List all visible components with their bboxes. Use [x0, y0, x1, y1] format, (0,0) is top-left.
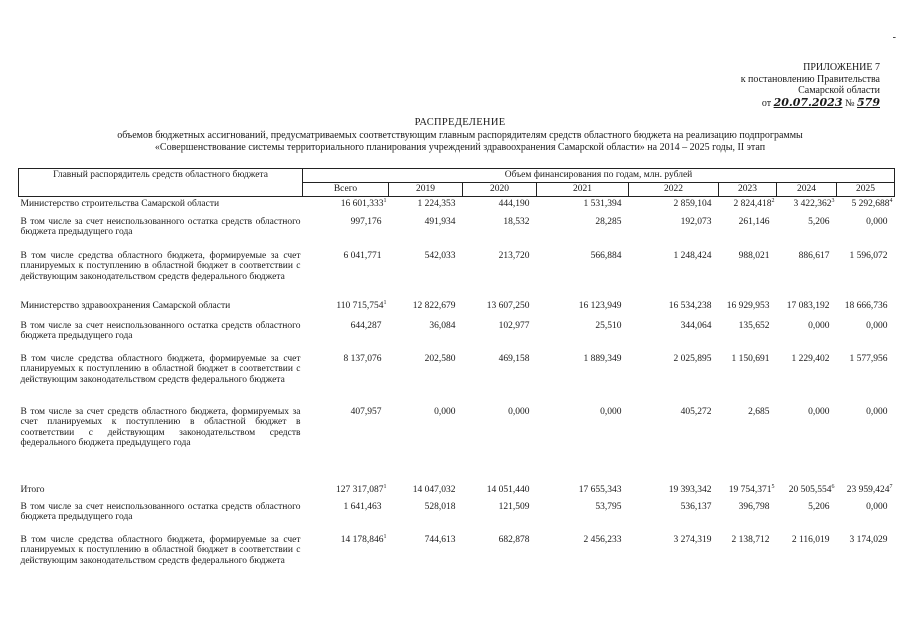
value-cell [719, 533, 777, 583]
row-label: В том числе за счет неиспользованного остатка средств областного бюджета предыдущего года [20, 216, 301, 237]
value-text: 17 655,343 [578, 484, 622, 495]
value-text: 536,137 [680, 501, 712, 512]
document-subtitle-2: «Совершенствование системы территориального планирования учреждений здравоохранения Самарской области» на 2014 – 2025 годы, II этап [154, 142, 766, 153]
value-cell [537, 319, 629, 352]
value-text: 14 051,440 [486, 484, 530, 495]
value-text: 469,158 [498, 353, 530, 364]
value-cell [629, 319, 719, 352]
value-text: 1 531,394 [583, 199, 622, 209]
value-text: 886,617 [798, 250, 830, 261]
value-text: 8 137,076 [343, 353, 382, 364]
value-text: 407,957 [350, 406, 382, 417]
value-text: 19 754,371 [728, 484, 772, 495]
value-cell [303, 197, 389, 215]
value-text: 16 601,333 [340, 199, 384, 209]
value-text: 0,000 [866, 216, 888, 227]
value-text: 1 150,691 [731, 353, 770, 364]
value-text: 3 174,029 [849, 534, 888, 545]
row-label: В том числе за счет неиспользованного остатка средств областного бюджета предыдущего года [20, 501, 301, 522]
value-text: 491,934 [424, 216, 456, 227]
value-cell [389, 299, 463, 319]
value-cell [777, 533, 837, 583]
row-label: В том числе за счет неиспользованного остатка средств областного бюджета предыдущего года [20, 320, 301, 341]
value-cell [629, 249, 719, 299]
value-cell [537, 483, 629, 500]
value-cell [303, 215, 389, 249]
value-cell [629, 405, 719, 483]
value-text: 261,146 [738, 216, 770, 227]
value-text: 1 889,349 [583, 353, 622, 364]
row-label: Итого [20, 484, 45, 495]
value-cell [777, 352, 837, 405]
value-text: 566,884 [590, 250, 622, 261]
value-text: 121,509 [498, 501, 530, 512]
document-title: РАСПРЕДЕЛЕНИЕ [414, 117, 506, 128]
value-cell [719, 299, 777, 319]
value-cell [777, 299, 837, 319]
value-cell [463, 215, 537, 249]
value-text: 28,285 [595, 216, 622, 227]
value-cell [629, 533, 719, 583]
value-text: 14 178,846 [340, 534, 384, 545]
value-cell [537, 405, 629, 483]
value-text: 1 577,956 [849, 353, 888, 364]
table-row [19, 249, 895, 299]
value-text: 5,206 [808, 216, 830, 227]
value-text: 542,033 [424, 250, 456, 261]
value-cell [389, 533, 463, 583]
appendix-resolution: к постановлению Правительства [740, 73, 880, 85]
value-cell [389, 405, 463, 483]
value-text: 16 929,953 [726, 300, 770, 311]
value-cell [719, 483, 777, 500]
footnote-marker: 3 [831, 197, 835, 204]
value-cell [537, 249, 629, 299]
value-text: 1 248,424 [673, 250, 712, 261]
value-cell [629, 500, 719, 533]
value-text: 0,000 [808, 320, 830, 331]
value-cell [463, 533, 537, 583]
value-text: 344,064 [680, 320, 712, 331]
value-cell [303, 500, 389, 533]
value-cell [719, 319, 777, 352]
value-text: 102,977 [498, 320, 530, 331]
table-row [19, 405, 895, 483]
value-text: 23 959,424 [846, 484, 890, 495]
value-text: 36,084 [429, 320, 456, 331]
value-text: 53,795 [595, 501, 622, 512]
value-cell [537, 533, 629, 583]
value-cell [837, 352, 895, 405]
value-cell [719, 249, 777, 299]
value-cell [629, 352, 719, 405]
value-cell [463, 249, 537, 299]
footnote-marker: 6 [831, 483, 835, 490]
footnote-marker: 4 [889, 197, 893, 204]
col-header-2019: 2019 [389, 183, 463, 197]
value-text: 202,580 [424, 353, 456, 364]
appendix-region: Самарской области [798, 85, 880, 96]
value-text: 2 138,712 [731, 534, 770, 545]
table-row [19, 500, 895, 533]
value-text: 0,000 [600, 406, 622, 417]
value-text: 1 596,072 [849, 250, 888, 261]
value-cell [537, 197, 629, 215]
value-cell [777, 500, 837, 533]
appendix-block [700, 62, 880, 109]
footnote-marker: 1 [383, 533, 387, 540]
value-text: 192,073 [680, 216, 712, 227]
value-text: 2 859,104 [673, 199, 712, 209]
table-row [19, 483, 895, 500]
value-text: 405,272 [680, 406, 712, 417]
page-corner-mark: - [892, 32, 896, 43]
value-text: 997,176 [350, 216, 382, 227]
value-text: 12 822,679 [412, 300, 456, 311]
footnote-marker: 2 [771, 197, 775, 204]
col-header-2025: 2025 [837, 183, 895, 197]
footnote-marker: 5 [771, 483, 775, 490]
value-text: 2,685 [748, 406, 770, 417]
value-cell [719, 405, 777, 483]
value-text: 1 229,402 [791, 353, 830, 364]
value-text: 17 083,192 [786, 300, 830, 311]
col-header-2024: 2024 [777, 183, 837, 197]
value-cell [837, 319, 895, 352]
value-text: 18 666,736 [844, 300, 888, 311]
value-cell [837, 249, 895, 299]
value-text: 0,000 [808, 406, 830, 417]
value-cell [463, 197, 537, 215]
value-text: 528,018 [424, 501, 456, 512]
value-cell [303, 483, 389, 500]
value-text: 0,000 [866, 501, 888, 512]
value-cell [629, 483, 719, 500]
value-text: 2 824,418 [733, 199, 772, 209]
value-cell [463, 299, 537, 319]
row-label: Министерство здравоохранения Самарской области [20, 300, 231, 311]
value-cell [389, 197, 463, 215]
funding-table [18, 168, 895, 583]
col-header-2022: 2022 [629, 183, 719, 197]
value-text: 644,287 [350, 320, 382, 331]
value-cell [629, 215, 719, 249]
header-distributor: Главный распорядитель средств областного бюджета [19, 169, 303, 197]
value-cell [629, 197, 719, 215]
value-cell [389, 249, 463, 299]
row-label: В том числе средства областного бюджета, формируемые за счет планируемых к поступлению в областной бюджет в соответствии с действующим законодательством средств федерального бюджета [20, 353, 301, 385]
value-text: 213,720 [498, 250, 530, 261]
value-text: 135,652 [738, 320, 770, 331]
value-cell [837, 215, 895, 249]
row-label: В том числе средства областного бюджета, формируемые за счет планируемых к поступлению в областной бюджет в соответствии с действующим законодательством средств федерального бюджета [20, 534, 301, 566]
value-cell [463, 500, 537, 533]
value-cell [777, 405, 837, 483]
value-text: 396,798 [738, 501, 770, 512]
value-text: 2 116,019 [791, 534, 830, 545]
footnote-marker: 1 [383, 299, 387, 306]
value-text: 14 047,032 [412, 484, 456, 495]
value-text: 744,613 [424, 534, 456, 545]
value-text: 0,000 [434, 406, 456, 417]
value-text: 2 025,895 [673, 353, 712, 364]
value-cell [303, 319, 389, 352]
table-row [19, 352, 895, 405]
value-cell [719, 215, 777, 249]
value-text: 0,000 [866, 320, 888, 331]
value-cell [837, 299, 895, 319]
value-text: 682,878 [498, 534, 530, 545]
value-cell [389, 215, 463, 249]
value-text: 19 393,342 [668, 484, 712, 495]
value-cell [389, 352, 463, 405]
footnote-marker: 1 [383, 483, 387, 490]
value-cell [389, 319, 463, 352]
value-text: 3 274,319 [673, 534, 712, 545]
table-row [19, 215, 895, 249]
table-row [19, 319, 895, 352]
value-cell [303, 299, 389, 319]
value-cell [303, 533, 389, 583]
appendix-dateline [700, 97, 880, 110]
col-header-total: Всего [303, 183, 389, 197]
value-text: 1 224,353 [417, 199, 456, 209]
value-cell [777, 215, 837, 249]
value-cell [537, 299, 629, 319]
row-label: В том числе средства областного бюджета, формируемые за счет планируемых к поступлению в областной бюджет в соответствии с действующим законодательством средств федерального бюджета [20, 250, 301, 282]
col-header-2023: 2023 [719, 183, 777, 197]
value-cell [303, 249, 389, 299]
col-header-2021: 2021 [537, 183, 629, 197]
footnote-marker: 7 [889, 483, 893, 490]
value-cell [303, 405, 389, 483]
value-text: 0,000 [508, 406, 530, 417]
value-text: 16 123,949 [578, 300, 622, 311]
value-text: 25,510 [595, 320, 622, 331]
value-cell [537, 352, 629, 405]
value-cell [777, 249, 837, 299]
number-prefix: № [844, 97, 855, 109]
value-cell [303, 352, 389, 405]
row-label: В том числе за счет средств областного бюджета, формируемых за счет планируемых к поступлению в областной бюджет в соответствии с действующим законодательством средств федерального бюджета предыдущего года [20, 406, 301, 448]
value-cell [537, 215, 629, 249]
value-text: 13 607,250 [486, 300, 530, 311]
value-text: 5,206 [808, 501, 830, 512]
value-cell [837, 197, 895, 215]
value-text: 0,000 [866, 406, 888, 417]
table-row [19, 299, 895, 319]
value-cell [837, 483, 895, 500]
value-cell [629, 299, 719, 319]
footnote-marker: 1 [383, 197, 387, 204]
document-subtitle-1: объемов бюджетных ассигнований, предусматриваемых соответствующим главным распорядителям средств областного бюджета на реализацию подпрограммы [117, 130, 803, 141]
value-text: 127 317,087 [336, 484, 384, 495]
appendix-title: ПРИЛОЖЕНИЕ 7 [803, 62, 880, 73]
value-text: 1 641,463 [343, 501, 382, 512]
value-text: 5 292,688 [851, 199, 890, 209]
value-cell [837, 500, 895, 533]
value-text: 444,190 [498, 199, 530, 209]
value-cell [777, 197, 837, 215]
value-cell [777, 319, 837, 352]
value-cell [463, 352, 537, 405]
value-text: 988,021 [738, 250, 770, 261]
col-header-2020: 2020 [463, 183, 537, 197]
value-cell [463, 319, 537, 352]
value-text: 16 534,238 [668, 300, 712, 311]
value-text: 110 715,754 [336, 300, 384, 311]
header-funding: Объем финансирования по годам, млн. рублей [303, 169, 895, 183]
value-text: 2 456,233 [583, 534, 622, 545]
handwritten-date: 20.07.2023 [773, 95, 843, 109]
table-row [19, 533, 895, 583]
value-text: 3 422,362 [793, 199, 832, 209]
value-cell [389, 483, 463, 500]
value-cell [389, 500, 463, 533]
value-cell [463, 405, 537, 483]
value-cell [837, 405, 895, 483]
value-cell [719, 352, 777, 405]
value-cell [719, 197, 777, 215]
value-text: 6 041,771 [343, 250, 382, 261]
value-cell [537, 500, 629, 533]
table-row [19, 197, 895, 215]
handwritten-number: 579 [857, 95, 880, 109]
value-cell [777, 483, 837, 500]
value-cell [463, 483, 537, 500]
value-text: 20 505,554 [788, 484, 832, 495]
row-label: Министерство строительства Самарской области [20, 199, 220, 209]
value-cell [719, 500, 777, 533]
date-prefix: от [761, 97, 772, 109]
value-text: 18,532 [503, 216, 530, 227]
value-cell [837, 533, 895, 583]
